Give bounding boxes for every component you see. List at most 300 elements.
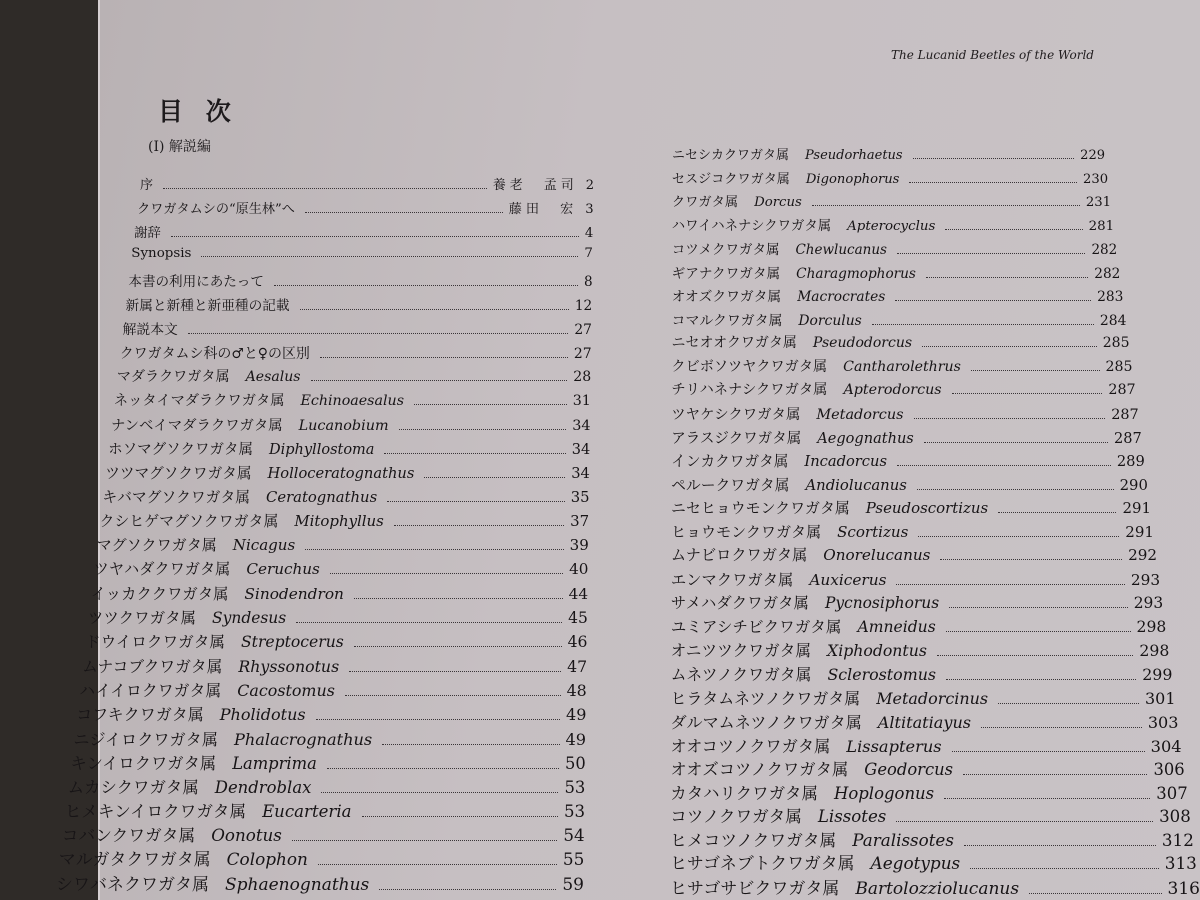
toc-entry-page: 307: [1156, 783, 1188, 803]
toc-entry: [140, 174, 594, 193]
toc-entry: [671, 403, 1138, 424]
toc-entry-genus: Charagmophorus: [796, 265, 916, 282]
toc-entry-page: 293: [1133, 594, 1164, 613]
toc-entry-genus: Streptocerus: [240, 633, 344, 651]
toc-entry-title: ナンベイマダラクワガタ属: [111, 418, 283, 434]
toc-entry-title: シワバネクワガタ属: [56, 875, 209, 895]
toc-entry-page: 46: [567, 633, 588, 651]
toc-entry-page: 290: [1119, 476, 1148, 494]
toc-entry-genus: Eucarteria: [262, 802, 352, 821]
toc-entry-genus: Diphyllostoma: [268, 442, 375, 458]
toc-entry-page: 299: [1142, 665, 1173, 685]
leader-dots: [163, 188, 487, 189]
toc-entry-genus: Scortizus: [837, 522, 909, 541]
toc-entry-title: オニツツクワガタ属: [670, 640, 812, 660]
toc-entry: [672, 168, 1108, 187]
toc-entry-genus: Dendroblax: [214, 778, 312, 797]
toc-entry-title: ヒサゴサビクワガタ属: [670, 879, 840, 899]
toc-entry-genus: Lamprima: [232, 754, 317, 773]
toc-entry-page: 284: [1099, 312, 1127, 329]
toc-entry-title: カタハリクワガタ属: [670, 783, 818, 803]
toc-entry-title: マルガタクワガタ属: [58, 849, 211, 869]
leader-dots: [970, 868, 1159, 869]
toc-entry-genus: Dorculus: [798, 312, 862, 329]
toc-entry-genus: Metadorcinus: [876, 688, 989, 708]
toc-entry-genus: Syndesus: [212, 609, 287, 627]
toc-entry-title: クワガタムシの“原生林”へ: [137, 202, 295, 217]
toc-entry-genus: Amneidus: [857, 617, 936, 636]
leader-dots: [345, 695, 561, 696]
toc-entry: [671, 497, 1151, 518]
toc-entry-genus: Holloceratognathus: [267, 465, 415, 482]
toc-entry-page: 293: [1130, 570, 1161, 589]
toc-entry-page: 316: [1167, 879, 1200, 899]
toc-entry-page: 313: [1164, 853, 1197, 874]
leader-dots: [896, 584, 1124, 585]
leader-dots: [944, 798, 1150, 799]
leader-dots: [1029, 893, 1161, 894]
leader-dots: [188, 333, 568, 334]
toc-entry: [102, 486, 589, 507]
toc-entry-genus: Pseudodorcus: [812, 335, 913, 352]
toc-entry-genus: Chewlucanus: [795, 242, 887, 259]
toc-entry-title: ツヤケシクワガタ属: [671, 407, 801, 424]
toc-entry: [670, 850, 1197, 874]
toc-entry-genus: Phalacrognathus: [234, 730, 373, 749]
toc-entry-genus: Altitatiayus: [877, 713, 972, 733]
section-heading: (I) 解説編: [148, 139, 211, 155]
toc-entry-page: 282: [1094, 265, 1121, 282]
leader-dots: [971, 370, 1100, 371]
toc-entry-page: 301: [1145, 688, 1176, 708]
toc-entry-title: 解説本文: [122, 322, 178, 338]
toc-entry-genus: Auxicerus: [809, 570, 887, 589]
toc-entry-page: 230: [1083, 171, 1109, 187]
leader-dots: [917, 489, 1114, 490]
leader-dots: [895, 300, 1091, 301]
leader-dots: [300, 309, 569, 310]
leader-dots: [305, 549, 563, 550]
leader-dots: [946, 631, 1131, 632]
toc-entry: [672, 285, 1124, 305]
toc-entry-page: 34: [571, 465, 590, 482]
toc-entry-page: 283: [1097, 289, 1124, 306]
leader-dots: [354, 598, 563, 599]
toc-entry-page: 27: [573, 346, 592, 362]
toc-entry-title: ニジイロクワガタ属: [73, 730, 218, 749]
toc-entry: [73, 726, 586, 750]
toc-entry-page: 49: [566, 705, 587, 724]
toc-entry-genus: Ceratognathus: [266, 489, 378, 506]
toc-entry-genus: Metadorcus: [816, 407, 904, 424]
leader-dots: [320, 357, 568, 358]
toc-entry: [671, 450, 1145, 471]
toc-entry-genus: Aegognathus: [817, 430, 914, 447]
toc-entry-page: 40: [569, 560, 589, 578]
toc-entry-page: 50: [564, 754, 586, 773]
toc-entry-page: 282: [1091, 242, 1118, 259]
toc-entry-page: 48: [566, 681, 587, 700]
toc-entry-page: 44: [568, 585, 589, 603]
toc-entry: [117, 366, 591, 386]
toc-entry-genus: Oonotus: [211, 825, 282, 845]
toc-entry-title: セスジコクワガタ属: [671, 171, 790, 187]
toc-entry-page: 303: [1147, 713, 1179, 733]
leader-dots: [940, 559, 1122, 560]
toc-entry: [671, 332, 1129, 352]
toc-entry: [137, 198, 594, 217]
toc-entry-page: 298: [1136, 617, 1167, 636]
leader-dots: [318, 864, 557, 865]
toc-entry-page: 28: [573, 369, 592, 385]
toc-entry-genus: Aesalus: [245, 369, 301, 385]
toc-entry-title: クビボソツヤクワガタ属: [671, 358, 828, 375]
toc-entry-page: 3: [585, 202, 594, 217]
leader-dots: [296, 622, 562, 623]
toc-entry-page: 291: [1122, 499, 1151, 518]
leader-dots: [926, 277, 1088, 278]
toc-entry-title: ペルークワガタ属: [671, 476, 790, 494]
leader-dots: [922, 346, 1097, 347]
toc-entry: [88, 606, 588, 628]
toc-entry-title: Synopsis: [131, 246, 192, 261]
toc-entry-page: 39: [569, 536, 589, 554]
toc-entry: [671, 356, 1132, 376]
toc-entry-title: コツノクワガタ属: [670, 807, 802, 827]
toc-entry: [59, 846, 584, 870]
leader-dots: [384, 453, 565, 454]
toc-entry-title: ハワイハネナシクワガタ属: [671, 218, 832, 234]
leader-dots: [387, 501, 565, 502]
toc-entry-title: オオズクワガタ属: [671, 289, 782, 306]
toc-entry: [131, 246, 593, 261]
toc-entry-genus: Andiolucanus: [805, 476, 907, 494]
toc-entry-title: ヒラタムネツノクワガタ属: [670, 688, 861, 708]
toc-entry: [85, 630, 587, 652]
toc-entry-page: 34: [572, 418, 591, 434]
toc-entry-genus: Xiphodontus: [827, 640, 927, 660]
toc-entry-title: ヒョウモンクワガタ属: [670, 522, 822, 541]
leader-dots: [924, 442, 1108, 443]
toc-entry-genus: Rhyssonotus: [238, 657, 340, 676]
toc-entry-title: ニセオオクワガタ属: [671, 335, 797, 352]
toc-entry-genus: Lucanobium: [298, 418, 389, 434]
toc-entry: [105, 462, 590, 483]
toc-entry-page: 35: [570, 489, 590, 506]
leader-dots: [913, 158, 1075, 159]
leader-dots: [362, 816, 558, 817]
toc-entry-page: 298: [1139, 640, 1170, 660]
toc-entry: [670, 780, 1187, 804]
toc-entry-genus: Sinodendron: [244, 585, 344, 603]
toc-entry-page: 55: [562, 849, 585, 869]
toc-entry-title: コフキクワガタ属: [76, 705, 204, 724]
toc-entry-title: ドウイロクワガタ属: [84, 633, 225, 651]
toc-entry-title: キバマグソクワガタ属: [102, 489, 251, 506]
toc-entry-page: 45: [568, 609, 588, 627]
toc-entry-page: 231: [1085, 195, 1112, 211]
toc-entry: [670, 733, 1181, 757]
toc-entry-title: 序: [140, 178, 154, 193]
toc-entry-title: ダルマムネツノクワガタ属: [670, 713, 862, 733]
toc-entry-genus: Mitophyllus: [294, 512, 384, 530]
toc-entry: [120, 342, 592, 362]
toc-entry-title: コマルクワガタ属: [671, 312, 783, 329]
leader-dots: [812, 205, 1080, 206]
toc-entry-title: キンイロクワガタ属: [70, 754, 217, 773]
toc-entry: [91, 582, 588, 604]
toc-entry-title: ネッタイマダラクワガタ属: [113, 393, 285, 409]
toc-entry-page: 306: [1153, 760, 1185, 780]
toc-entry: [672, 238, 1118, 258]
leader-dots: [918, 536, 1119, 537]
toc-entry-title: 本書の利用にあたって: [128, 274, 264, 290]
toc-entry: [671, 544, 1157, 565]
toc-entry-title: ムナビロクワガタ属: [670, 546, 808, 565]
leader-dots: [349, 671, 561, 672]
toc-entry-genus: Echinoaesalus: [300, 393, 404, 409]
toc-entry-genus: Bartolozziolucanus: [855, 879, 1020, 899]
leader-dots: [981, 727, 1142, 728]
leader-dots: [914, 418, 1106, 419]
toc-entry-genus: Colophon: [226, 849, 308, 869]
toc-entry: [68, 774, 586, 798]
toc-entry-page: 291: [1125, 522, 1155, 541]
toc-entry-title: 新属と新種と新亜種の記載: [125, 298, 290, 314]
leader-dots: [896, 821, 1153, 822]
toc-entry: [62, 822, 585, 846]
toc-entry-page: 312: [1161, 829, 1194, 850]
toc-entry-page: 34: [571, 442, 591, 458]
leader-dots: [872, 324, 1094, 325]
toc-entry: [672, 215, 1114, 234]
toc-entry-title: ギアナクワガタ属: [671, 265, 781, 282]
toc-entry-title: ヒメキンイロクワガタ属: [64, 802, 247, 821]
toc-entry: [670, 709, 1178, 733]
toc-entry-title: ムカシクワガタ属: [67, 778, 199, 797]
toc-entry-genus: Lissapterus: [846, 736, 942, 756]
toc-entry: [126, 294, 593, 314]
toc-entry: [672, 262, 1121, 282]
toc-entry-page: 53: [563, 802, 586, 821]
leader-dots: [171, 236, 579, 237]
toc-entry: [79, 678, 587, 701]
toc-entry: [76, 702, 586, 725]
toc-entry: [111, 414, 591, 435]
toc-entry-title: ニセシカクワガタ属: [672, 148, 790, 163]
toc-entry-page: 281: [1088, 218, 1115, 234]
leader-dots: [330, 573, 563, 574]
leader-dots: [946, 679, 1136, 680]
toc-entry-genus: Macrocrates: [797, 289, 886, 306]
toc-entry: [99, 510, 589, 531]
toc-entry: [670, 827, 1194, 851]
toc-entry: [671, 615, 1167, 637]
toc-entry-title: コツメクワガタ属: [671, 242, 780, 259]
toc-entry-page: 54: [563, 825, 585, 845]
toc-entry-page: 289: [1116, 453, 1145, 471]
toc-entry-genus: Lissotes: [817, 807, 887, 827]
toc-entry-page: 287: [1111, 407, 1139, 424]
toc-entry-page: 285: [1102, 335, 1130, 352]
toc-entry-title: エンマクワガタ属: [670, 570, 794, 589]
toc-entry-genus: Pseudorhaetus: [805, 148, 903, 163]
toc-entry-title: ヒサゴネブトクワガタ属: [670, 853, 855, 874]
toc-entry: [134, 222, 593, 241]
toc-entry-page: 8: [583, 274, 593, 290]
toc-entry-page: 287: [1114, 430, 1142, 447]
toc-entry-author: 養老 孟司: [492, 178, 578, 193]
toc-entry-page: 7: [584, 246, 593, 261]
toc-entry-title: ツツクワガタ属: [87, 609, 197, 627]
toc-entry-page: 292: [1128, 546, 1158, 565]
leader-dots: [949, 607, 1128, 608]
toc-entry: [671, 379, 1135, 399]
leader-dots: [952, 751, 1145, 752]
leader-dots: [897, 465, 1111, 466]
toc-entry-genus: Cacostomus: [237, 681, 335, 700]
leader-dots: [305, 212, 503, 213]
toc-entry-title: クシヒゲマグソクワガタ属: [99, 512, 279, 530]
toc-entry-title: ハイイロクワガタ属: [79, 681, 222, 700]
toc-entry-title: ツツマグソクワガタ属: [105, 465, 252, 482]
toc-entry-page: 37: [570, 512, 590, 530]
book-page: [56, 0, 1200, 900]
leader-dots: [311, 380, 568, 381]
leader-dots: [964, 845, 1156, 846]
toc-entry-title: クワガタムシ科の♂と♀の区別: [119, 346, 310, 362]
toc-entry: [70, 750, 585, 774]
toc-entry-title: ホソマグソクワガタ属: [108, 442, 253, 458]
toc-entry-title: ニセヒョウモンクワガタ属: [671, 499, 850, 518]
leader-dots: [292, 840, 558, 841]
toc-entry: [94, 558, 589, 579]
toc-entry: [671, 662, 1173, 685]
leader-dots: [963, 774, 1147, 775]
toc-entry-genus: Nicagus: [232, 536, 296, 554]
toc-entry-page: 31: [572, 393, 591, 409]
toc-entry: [97, 534, 589, 555]
toc-entry-author: 藤田 宏: [508, 202, 578, 217]
toc-entry: [671, 568, 1160, 590]
toc-entry-title: インカクワガタ属: [671, 453, 789, 471]
toc-entry-page: 59: [562, 875, 584, 895]
toc-entry: [671, 639, 1170, 661]
leader-dots: [424, 477, 565, 478]
leader-dots: [897, 253, 1085, 254]
page-title: 目 次: [158, 97, 238, 126]
toc-entry-page: 229: [1080, 148, 1105, 163]
toc-entry-title: コバンクワガタ属: [61, 825, 196, 845]
leader-dots: [321, 792, 558, 793]
leader-dots: [382, 744, 559, 745]
leader-dots: [937, 655, 1134, 656]
toc-entry-genus: Paralissotes: [852, 829, 954, 850]
toc-entry-title: オオズコツノクワガタ属: [670, 760, 849, 780]
toc-entry: [672, 144, 1105, 163]
toc-entry: [56, 870, 584, 895]
toc-entry: [671, 474, 1148, 495]
toc-entry-title: ユミアシチビクワガタ属: [670, 617, 842, 636]
toc-entry-genus: Cantharolethrus: [843, 358, 961, 375]
leader-dots: [316, 719, 560, 720]
toc-entry-page: 4: [584, 226, 594, 241]
toc-entry: [114, 390, 591, 410]
toc-entry: [671, 521, 1154, 542]
toc-entry: [671, 427, 1142, 448]
toc-entry-genus: Geodorcus: [864, 760, 954, 780]
toc-entry: [671, 686, 1176, 709]
toc-entry-title: ムネツノクワガタ属: [670, 665, 812, 685]
toc-entry-page: 308: [1159, 807, 1191, 827]
toc-entry: [128, 270, 592, 290]
toc-entry: [670, 756, 1184, 780]
toc-entry-title: マダラクワガタ属: [116, 369, 230, 385]
toc-entry-page: 27: [574, 322, 592, 338]
toc-entry: [670, 803, 1191, 827]
toc-entry-genus: Dorcus: [754, 195, 802, 211]
toc-entry: [65, 798, 585, 822]
toc-entry-genus: Ceruchus: [246, 560, 320, 578]
leader-dots: [201, 256, 578, 257]
toc-entry-title: ツヤハダクワガタ属: [93, 560, 231, 578]
toc-entry-page: 2: [585, 178, 594, 193]
toc-entry: [670, 874, 1200, 899]
leader-dots: [945, 229, 1082, 230]
toc-entry-genus: Apterodorcus: [843, 382, 942, 399]
toc-entry-genus: Digonophorus: [805, 171, 900, 187]
toc-entry-page: 287: [1108, 382, 1136, 399]
leader-dots: [399, 429, 567, 430]
toc-entry-page: 304: [1150, 736, 1182, 756]
toc-entry-title: チリハネナシクワガタ属: [671, 382, 828, 399]
toc-entry-genus: Incadorcus: [804, 453, 887, 471]
toc-entry-title: マグソクワガタ属: [96, 536, 217, 554]
toc-entry-genus: Sclerostomus: [827, 665, 937, 685]
toc-entry: [82, 654, 587, 677]
toc-entry-genus: Aegotypus: [870, 853, 961, 874]
leader-dots: [909, 182, 1077, 183]
leader-dots: [379, 889, 556, 890]
toc-entry: [672, 191, 1111, 210]
toc-entry: [108, 438, 590, 459]
toc-entry-page: 53: [564, 778, 586, 797]
toc-entry-genus: Onorelucanus: [823, 546, 931, 565]
toc-entry: [671, 591, 1163, 613]
toc-entry: [672, 309, 1127, 329]
leader-dots: [952, 393, 1103, 394]
leader-dots: [274, 285, 578, 286]
toc-entry-page: 285: [1105, 358, 1133, 375]
toc-entry-genus: Sphaenognathus: [225, 875, 370, 895]
running-header: The Lucanid Beetles of the World: [891, 48, 1094, 62]
toc-entry-page: 49: [565, 730, 587, 749]
toc-entry-page: 47: [567, 657, 588, 676]
toc-entry-title: イッカククワガタ属: [90, 585, 229, 603]
toc-entry-genus: Pseudoscortizus: [865, 499, 989, 518]
toc-entry-genus: Pycnosiphorus: [824, 594, 940, 613]
toc-entry-page: 12: [574, 298, 593, 314]
leader-dots: [327, 768, 559, 769]
toc-entry-title: アラスジクワガタ属: [671, 430, 802, 447]
toc-entry-genus: Hoplogonus: [833, 783, 935, 803]
toc-entry-title: サメハダクワガタ属: [670, 594, 809, 613]
leader-dots: [414, 404, 567, 405]
leader-dots: [998, 703, 1139, 704]
toc-entry-title: クワガタ属: [671, 195, 739, 211]
toc-entry-title: オオコツノクワガタ属: [670, 736, 831, 756]
leader-dots: [998, 512, 1116, 513]
